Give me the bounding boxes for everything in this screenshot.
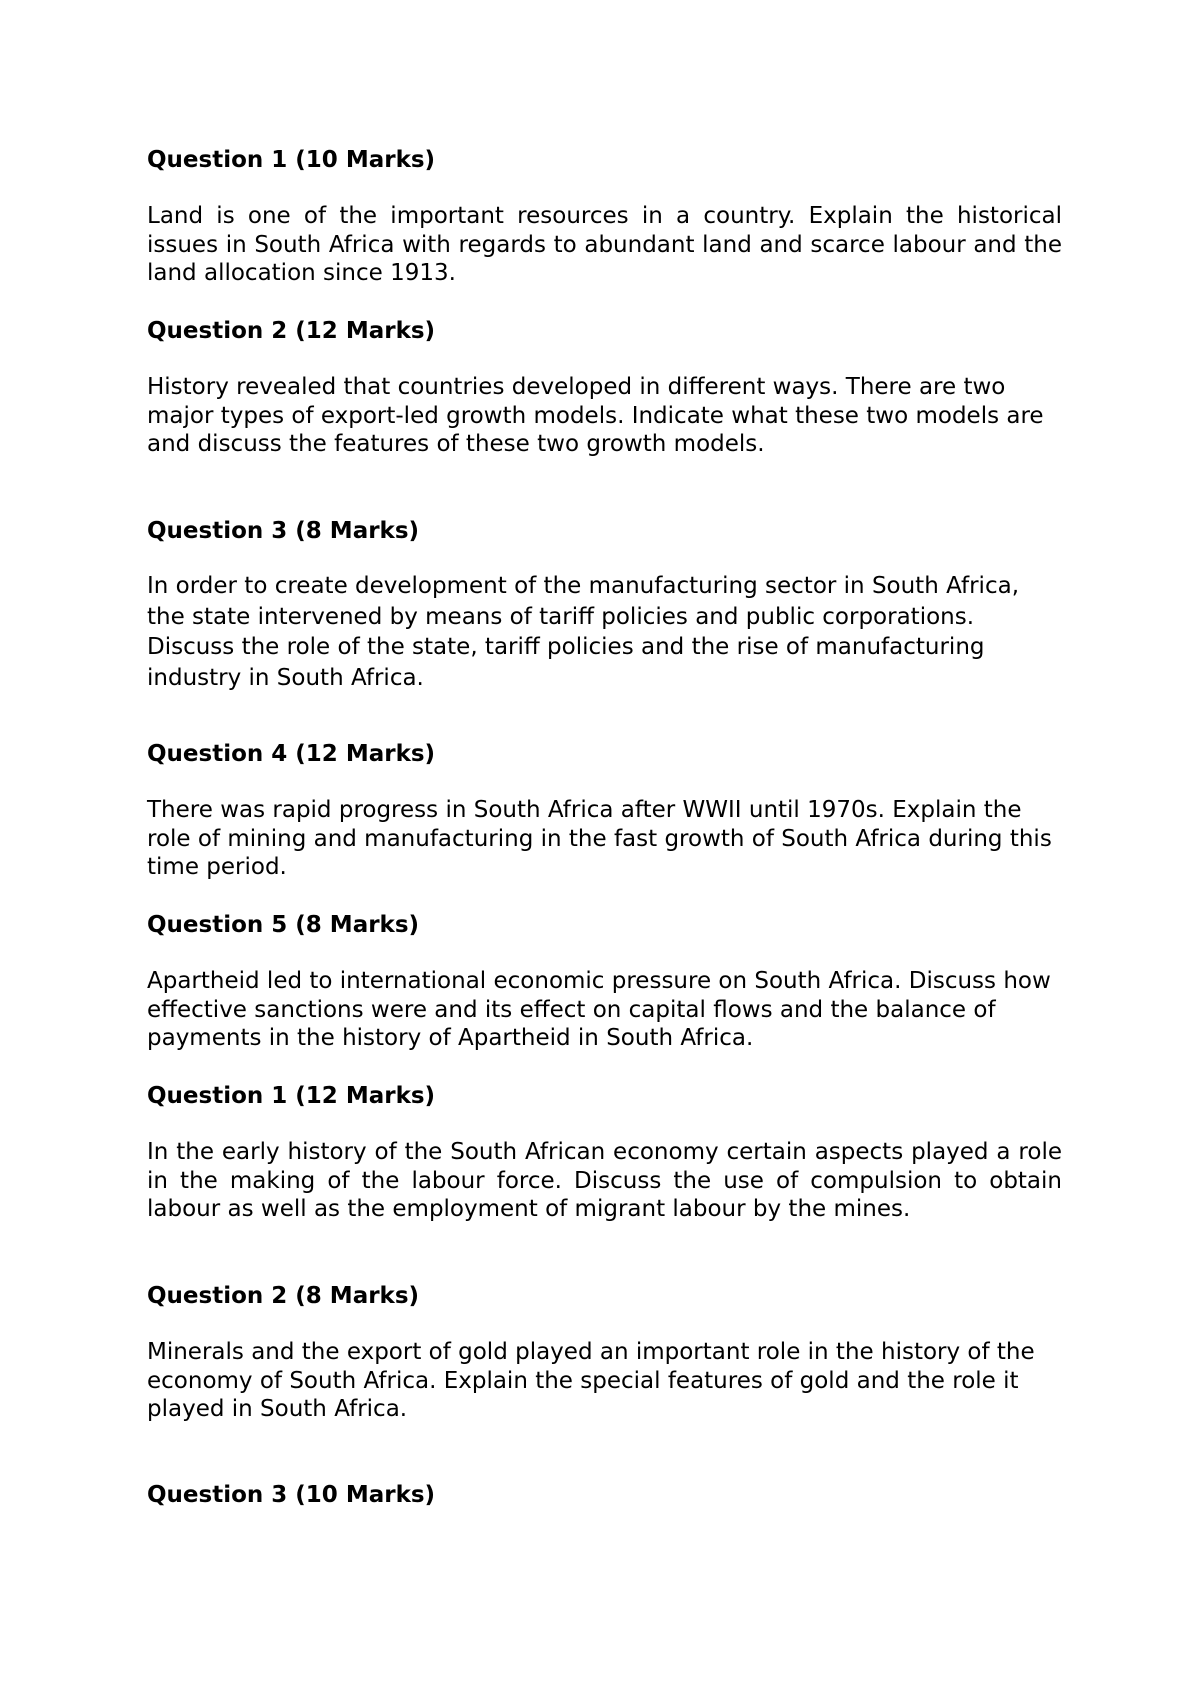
question-heading: Question 2 (12 Marks) — [147, 318, 436, 344]
question-heading: Question 1 (12 Marks) — [147, 1083, 436, 1109]
question-text: History revealed that countries developed in different ways. There are two major types of export-led growth models. Indicate what these two models are and discuss the features of these two growth models. — [147, 374, 1044, 457]
question-text: In order to create development of the manufacturing sector in South Africa, the state intervened by means of tariff policies and public corporations. Discuss the role of the state, tariff policies and the rise of manufacturing industry in South Africa. — [147, 573, 1020, 691]
question-text: Apartheid led to international economic pressure on South Africa. Discuss how effective sanctions were and its effect on capital flows and the balance of payments in the history of Apartheid in South Africa. — [147, 968, 1051, 1051]
question-heading: Question 2 (8 Marks) — [147, 1283, 420, 1309]
question-heading: Question 4 (12 Marks) — [147, 741, 436, 767]
question-heading: Question 5 (8 Marks) — [147, 912, 420, 938]
question-text: Minerals and the export of gold played an important role in the history of the economy of South Africa. Explain the special features of gold and the role it played in South Africa. — [147, 1339, 1035, 1422]
question-text: In the early history of the South African economy certain aspects played a role in the making of the labour force. Discuss the use of compulsion to obtain labour as well as the employment of migrant labour by the mines. — [147, 1139, 1062, 1222]
question-heading: Question 3 (10 Marks) — [147, 1482, 436, 1508]
question-text: Land is one of the important resources in a country. Explain the historical issues in South Africa with regards to abundant land and scarce labour and the land allocation since 1913. — [147, 203, 1062, 286]
question-heading: Question 3 (8 Marks) — [147, 518, 420, 544]
question-text: There was rapid progress in South Africa after WWII until 1970s. Explain the role of mining and manufacturing in the fast growth of South Africa during this time period. — [147, 797, 1052, 880]
question-heading: Question 1 (10 Marks) — [147, 147, 436, 173]
